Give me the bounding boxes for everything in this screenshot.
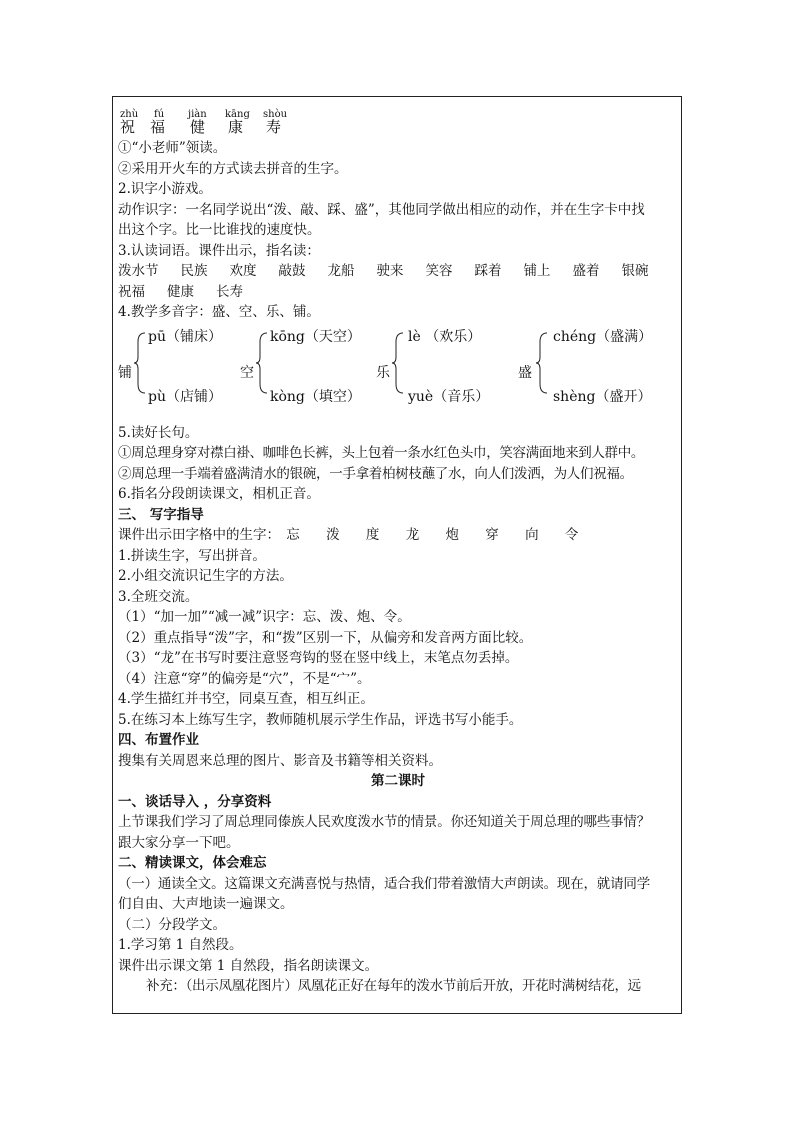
word-list-row xyxy=(118,261,678,282)
lesson-title: 第二课时 xyxy=(371,773,425,789)
hanzi: 康 xyxy=(228,118,244,136)
word: 驶来 xyxy=(376,263,404,279)
reading: kòng（填空） xyxy=(270,388,361,405)
text-line: 搜集有关周恩来总理的图片、影音及书籍等相关资料。 xyxy=(118,752,442,769)
word: 泼水节 xyxy=(118,263,159,279)
word: 踩着 xyxy=(474,263,502,279)
reading: shèng（盛开） xyxy=(553,388,652,405)
section-heading: 四、布置作业 xyxy=(118,732,199,748)
pinyin: zhù xyxy=(120,109,139,120)
text-line: 1.拼读生字，写出拼音。 xyxy=(118,547,266,564)
text-line: 3.全班交流。 xyxy=(118,588,199,605)
pinyin: shòu xyxy=(263,109,288,120)
brace-icon xyxy=(392,332,404,394)
hanzi: 福 xyxy=(150,118,166,136)
char: 泼 xyxy=(326,527,340,543)
brace-icon xyxy=(256,332,268,394)
word: 民族 xyxy=(180,263,208,279)
text-line: （2）重点指导“泼”字，和“拨”区别一下，从偏旁和发音两方面比较。 xyxy=(118,629,533,646)
polyphone-braces xyxy=(118,327,678,417)
text-line: 1.学习第 1 自然段。 xyxy=(118,937,243,953)
text-line: 4.教学多音字：盛、空、乐、铺。 xyxy=(118,304,320,320)
brace-icon xyxy=(134,332,146,394)
section-heading: 一、谈话导入 ，分享资料 xyxy=(118,793,272,810)
reading: pū（铺床） xyxy=(148,328,222,345)
reading: yuè（音乐） xyxy=(408,388,490,405)
char: 穿 xyxy=(485,527,499,543)
section-heading: 二、精读课文，体会难忘 xyxy=(118,855,267,871)
hanzi: 健 xyxy=(190,118,206,136)
brace-icon xyxy=(536,332,548,394)
text-line: （一）通读全文。这篇课文充满喜悦与热情，适合我们带着激情大声朗读。现在，就请同学 xyxy=(118,875,650,892)
text-line: （二）分段学文。 xyxy=(118,916,226,933)
word: 敲鼓 xyxy=(278,263,306,279)
section-heading: 三、 写字指导 xyxy=(118,506,204,523)
text-line: 2.识字小游戏。 xyxy=(118,181,212,197)
text-line: ①周总理身穿对襟白褂、咖啡色长裤，头上包着一条水红色头巾，笑容满面地来到人群中。 xyxy=(118,445,644,461)
word: 祝福 xyxy=(118,283,145,300)
text-line: 5.在练习本上练写生字，教师随机展示学生作品，评选书写小能手。 xyxy=(118,711,523,728)
reading: chéng（盛满） xyxy=(553,328,653,345)
word: 龙船 xyxy=(327,263,355,279)
text-line: （1）“加一加”“减一减”识字：忘、泼、炮、令。 xyxy=(118,609,411,625)
text-line: 补充：（出示凤凰花图片）凤凰花正好在每年的泼水节前后开放，开花时满树结花，远 xyxy=(146,978,641,994)
text-line: 课件出示课文第 1 自然段，指名朗读课文。 xyxy=(118,957,379,974)
polyphone-char: 乐 xyxy=(376,364,390,381)
reading: pù（店铺） xyxy=(148,388,222,405)
char: 令 xyxy=(564,527,579,543)
char: 忘 xyxy=(286,527,300,543)
char: 向 xyxy=(525,527,539,543)
polyphone-char: 空 xyxy=(240,364,254,381)
text-line: （4）注意“穿”的偏旁是“穴”，不是“宀”。 xyxy=(118,670,371,687)
text-line: ②周总理一手端着盛满清水的银碗，一手拿着柏树枝蘸了水，向人们泼洒，为人们祝福。 xyxy=(118,465,633,482)
word: 银碗 xyxy=(621,263,649,279)
hanzi: 寿 xyxy=(266,118,282,136)
word: 健康 xyxy=(167,283,194,300)
polyphone-char: 铺 xyxy=(118,364,132,381)
word: 盛着 xyxy=(572,263,600,279)
word: 长寿 xyxy=(216,283,243,300)
text-line: 上节课我们学习了周总理同傣族人民欢度泼水节的情景。你还知道关于周总理的哪些事情？ xyxy=(118,814,650,830)
text-line: 3.认读词语。课件出示，指名读： xyxy=(118,242,320,259)
word: 铺上 xyxy=(523,263,551,279)
text-line: 5.读好长句。 xyxy=(118,424,199,441)
text-line: 2.小组交流识记生字的方法。 xyxy=(118,568,293,584)
hanzi: 祝 xyxy=(120,118,136,136)
word: 欢度 xyxy=(229,263,257,279)
char-list-line xyxy=(118,525,678,546)
text-line: 动作识字：一名同学说出“泼、敲、踩、盛”，其他同学做出相应的动作，并在生字卡中找 xyxy=(118,201,645,218)
char: 炮 xyxy=(445,527,459,543)
text-line: 出这个字。比一比谁找的速度快。 xyxy=(118,222,321,238)
pinyin-words xyxy=(118,100,678,138)
lesson-content xyxy=(118,100,678,997)
text-line: 6.指名分段朗读课文，相机正音。 xyxy=(118,486,320,502)
pinyin: jiàn xyxy=(188,109,207,120)
pinyin: kāng xyxy=(225,109,250,120)
text-line: （3）“龙”在书写时要注意竖弯钩的竖在竖中线上，末笔点勿丢掉。 xyxy=(118,650,519,666)
pinyin: fú xyxy=(154,109,165,120)
char: 龙 xyxy=(405,527,420,543)
word: 笑容 xyxy=(425,263,453,279)
text-line: ②采用开火车的方式读去拼音的生字。 xyxy=(118,160,348,177)
polyphone-char: 盛 xyxy=(518,364,532,381)
char: 度 xyxy=(365,527,380,543)
reading: kōng（天空） xyxy=(270,328,361,345)
text-line: ①“小老师”领读。 xyxy=(118,140,227,156)
text-line: 4.学生描红并书空，同桌互查，相互纠正。 xyxy=(118,691,374,707)
label: 课件出示田字格中的生字： xyxy=(118,527,280,543)
word-list-row xyxy=(118,282,678,303)
text-line: 们自由、大声地读一遍课文。 xyxy=(118,896,294,912)
text-line: 跟大家分享一下吧。 xyxy=(118,834,240,851)
reading: lè （欢乐） xyxy=(408,328,482,345)
